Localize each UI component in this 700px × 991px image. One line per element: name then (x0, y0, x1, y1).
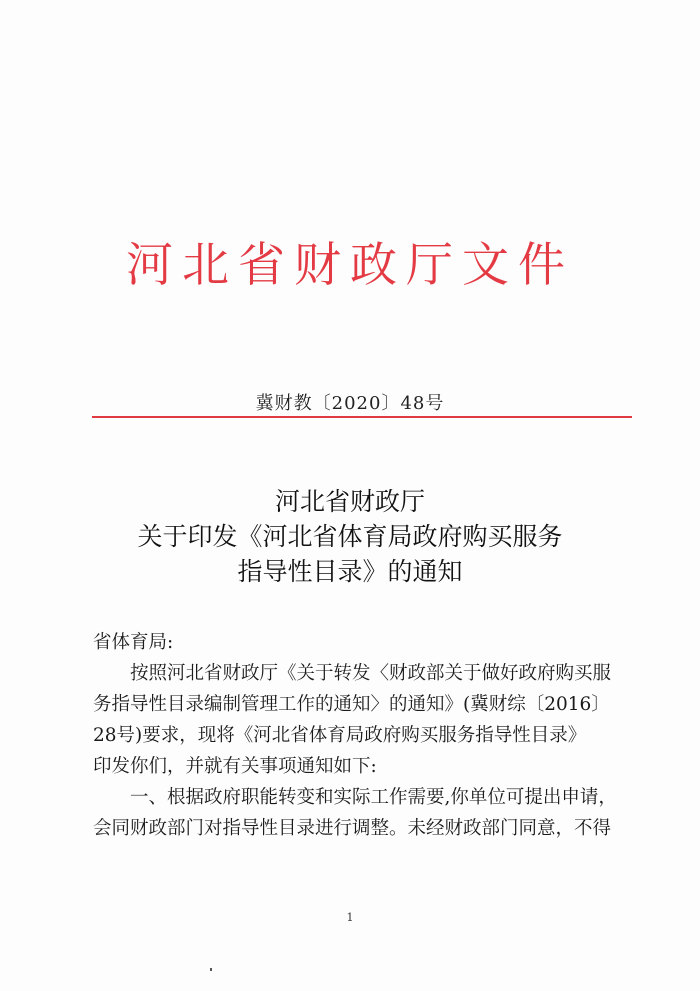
salutation: 省体育局: (93, 632, 174, 653)
document-body (93, 627, 617, 844)
document-title-line-3: 指导性目录》的通知 (237, 557, 463, 586)
body-line: 印发你们，并就有关事项通知如下: (93, 756, 377, 777)
document-title-line-2: 关于印发《河北省体育局政府购买服务 (137, 522, 563, 551)
document-title (0, 484, 700, 589)
body-line: 一、根据政府职能转变和实际工作需要,你单位可提出申请， (130, 787, 617, 808)
body-line: 28号)要求，现将《河北省体育局政府购买服务指导性目录》 (93, 725, 587, 746)
body-line: 会同财政部门对指导性目录进行调整。未经财政部门同意，不得 (93, 818, 612, 839)
document-number: 冀财教〔2020〕48号 (255, 393, 445, 414)
document-title-line-1: 河北省财政厅 (274, 487, 425, 516)
page-number: 1 (346, 911, 354, 924)
red-divider-line (92, 416, 632, 418)
issuing-authority-title: 河北省财政厅文件 (126, 238, 574, 293)
body-line: 务指导性目录编制管理工作的通知〉的通知》(冀财综〔2016〕 (93, 694, 610, 715)
body-line: 按照河北省财政厅《关于转发〈财政部关于做好政府购买服 (130, 663, 612, 684)
scan-speck (210, 968, 212, 971)
